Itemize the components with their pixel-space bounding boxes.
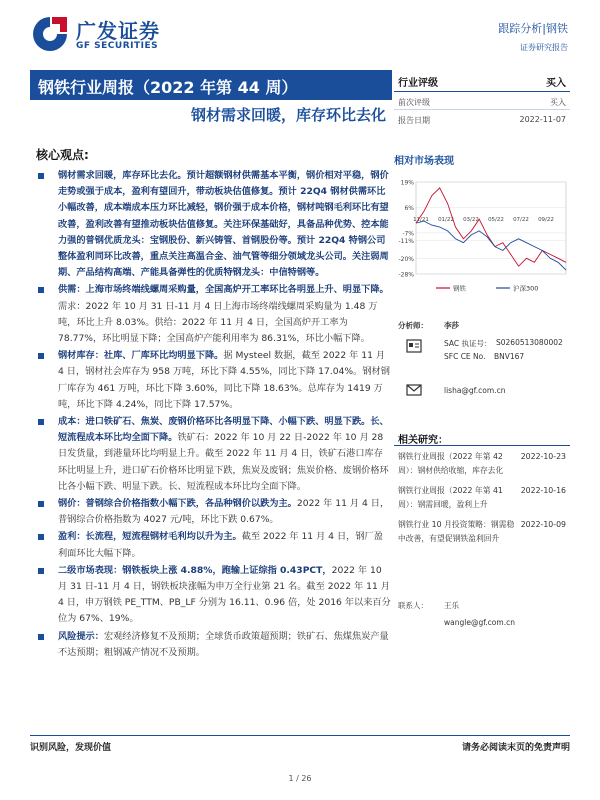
report-title-bar <box>30 70 392 100</box>
bullet-icon <box>38 287 44 293</box>
rating-header <box>394 70 570 92</box>
analyst-name: 李莎 <box>444 321 459 330</box>
related-research-title-text: 钢铁行业周报（2022 年第 42 周）：钢材供给收缩，库存去化 <box>398 452 504 475</box>
related-research-item[interactable] <box>394 480 570 514</box>
bullet-icon <box>38 353 44 359</box>
y-tick-label: 6% <box>404 204 414 212</box>
relative-performance-chart <box>394 176 570 294</box>
core-view-paragraph <box>30 529 392 561</box>
legend-label: 沪深300 <box>513 284 539 293</box>
page-footer <box>30 735 570 775</box>
logo <box>30 14 230 58</box>
y-tick-label: -28% <box>398 271 414 279</box>
page-number: 1 / 26 <box>288 774 312 783</box>
paragraph-text: 需求：2022 年 10 月 31 日-11 月 4 日上海市场终端线螺周采购量为 1.48 万吨，环比上升 8.03%。供给：2022 年 11 月 4 日，全国高炉开工率为 78.77%，环比明显下降；全国高炉产能利用率为 86.31%，环比小幅下降。 <box>58 300 378 345</box>
rating-label: 行业评级 <box>398 78 438 89</box>
paragraph-lead: 二级市场表现：钢铁板块上涨 4.88%，跑输上证综指 0.43PCT， <box>58 564 332 576</box>
contact-email[interactable]: wangle@gf.com.cn <box>444 618 515 627</box>
prev-rating-label: 前次评级 <box>398 98 430 107</box>
core-view-paragraph <box>30 414 392 495</box>
contact-name: 王乐 <box>444 601 459 610</box>
bullet-icon <box>38 568 44 574</box>
series-line-hs300 <box>416 221 566 270</box>
page-header <box>0 0 600 70</box>
y-tick-label: -11% <box>398 238 414 246</box>
rating-panel <box>394 70 570 128</box>
paragraph-text: 2022 年 11 月 4 日，普钢综合价格指数为 4027 元/吨，环比下跌 0.67%。 <box>58 498 390 526</box>
related-research-date: 2022-10-09 <box>520 520 566 529</box>
core-view-paragraph <box>30 348 392 413</box>
report-subtitle: 钢材需求回暖，库存环比去化 <box>190 106 386 124</box>
bullet-icon <box>38 173 44 179</box>
y-tick-label: 19% <box>400 179 414 187</box>
x-tick-label: 07/22 <box>513 217 529 224</box>
logo-text-en: GF SECURITIES <box>76 41 159 51</box>
related-research-title: 相关研究： <box>394 428 570 446</box>
report-title: 钢铁行业周报（2022 年第 44 周） <box>38 78 298 97</box>
core-view-paragraph <box>30 563 392 628</box>
paragraph-lead: 供需：上海市场终端线螺周采购量，全国高炉开工率环比各明显上升、明显下降。 <box>58 284 389 296</box>
related-research-date: 2022-10-16 <box>520 486 566 495</box>
bullet-icon <box>38 419 44 425</box>
bullet-icon <box>38 534 44 540</box>
plot-area <box>416 182 566 274</box>
related-research-title-text: 钢铁行业 10 月投资策略：钢需稳中改善，有望促钢铁盈利回升 <box>398 520 515 543</box>
paragraph-lead: 钢材需求回暖，库存环比去化。预计超额钢材供需基本平衡，钢价相对平稳，钢价走势或强于成本，盈利有望回升，带动板块估值修复。预计 22Q4 钢材供需环比小幅改善，成本端成本压力环比减轻，钢价强于成本价格，钢材吨钢毛利环比有望改善，盈利改善有望推动板块估值修复。关注环保基础好，具备品种优势、控本能力强的普钢优质龙头：宝钢股份、新兴铸管、首钢股份等。预计 22Q4 特钢公司整体盈利同环比改善，重点关注高温合金、油气管等细分领域龙头公司。关注弱周期、产品结构高端、产能具备弹性的优质特钢龙头：中信特钢等。 <box>58 170 389 279</box>
core-view-paragraph <box>30 168 392 281</box>
core-view-paragraph <box>30 629 392 661</box>
email-icon <box>406 384 422 396</box>
market-performance-title: 相对市场表现 <box>394 156 454 167</box>
paragraph-lead: 成本：进口铁矿石、焦炭、废钢价格环比各明显下降、小幅下跌、明显下跌。长、短流程成本环比均全面下降。 <box>58 416 389 444</box>
report-date-row <box>394 110 570 128</box>
contact-block <box>394 600 570 630</box>
paragraph-text: 铁矿石：2022 年 10 月 22 日-2022 年 10 月 28 日发货量，到港量环比均明显上升。截至 2022 年 11 月 4 日，铁矿石港口库存环比明显上升，进口矿石价格环比明显下跌，焦炭及废钢；焦炭价格、废钢价格环比各小幅下跌、明显下跌。长、短流程成本环比均全面下降。 <box>58 432 389 492</box>
paragraph-lead: 钢价：普钢综合价格指数小幅下跌，各品种钢价以跌为主。 <box>58 498 297 510</box>
paragraph-text: 2022 年 10 月 31 日-11 月 4 日，钢铁板块涨幅为申万全行业第 21 名。截至 2022 年 11 月 4 日，申万钢铁 PE_TTM、PB_LF 分别为 16.11、0.96 倍，处 2016 年以来百分位为 67%、19%。 <box>58 564 391 625</box>
contact-label: 联系人： <box>398 601 428 610</box>
paragraph-text: 据 Mysteel 数据，截至 2022 年 11 月 4 日，钢材社会库存为 958 万吨，环比下降 4.55%，同比下降 17.04%。钢材钢厂库存为 461 万吨，环比下降 3.60%，同比下降 18.63%。总库存为 1419 万吨，环比下降 4.24%，同比下降 17.57%。 <box>58 350 390 410</box>
sac-number: S0260513080002 <box>496 338 563 347</box>
footer-slogan: 识别风险，发现价值 <box>30 743 112 753</box>
bullet-icon <box>38 634 44 640</box>
x-tick-label: 09/22 <box>538 217 554 224</box>
legend-label: 钢铁 <box>453 284 466 293</box>
prev-rating-value: 买入 <box>550 98 566 107</box>
gf-logo-icon <box>30 14 70 54</box>
x-tick-label: 03/22 <box>463 217 479 224</box>
paragraph-lead: 风险提示： <box>58 630 104 642</box>
y-tick-label: -20% <box>398 255 414 263</box>
related-research-list <box>394 446 570 548</box>
sfc-label: SFC CE No. <box>444 352 486 361</box>
sac-label: SAC 执证号： <box>444 339 492 348</box>
logo-text-cn: 广发证券 <box>76 19 160 43</box>
x-tick-label: 11/21 <box>413 217 429 224</box>
related-research-title-text: 钢铁行业周报（2022 年第 41 周）：钢需回暖，盈利上升 <box>398 486 503 509</box>
report-date-label: 报告日期 <box>398 116 430 125</box>
core-view-content <box>30 168 392 662</box>
report-date-value: 2022-11-07 <box>519 115 566 124</box>
paragraph-lead: 盈利：长流程，短流程钢材毛利均以升为主。 <box>58 531 242 543</box>
paragraph-text: 截至 2022 年 11 月 4 日，钢厂盈利面环比大幅下降。 <box>58 531 383 559</box>
related-research-date: 2022-10-23 <box>520 452 566 461</box>
x-tick-label: 05/22 <box>488 217 504 224</box>
report-type: 证券研究报告 <box>520 43 568 52</box>
id-card-icon <box>406 338 422 354</box>
related-research-item[interactable] <box>394 446 570 480</box>
paragraph-lead: 钢材库存：社库、厂库环比均明显下降。 <box>58 350 224 362</box>
related-research <box>394 428 570 548</box>
paragraph-text: 宏观经济修复不及预期；全球货币政策超预期；铁矿石、焦煤焦炭产量不达预期；粗钢减产情况不及预期。 <box>58 630 389 658</box>
footer-disclaimer: 请务必阅读末页的免责声明 <box>461 743 570 753</box>
prev-rating-row <box>394 92 570 110</box>
core-view-title: 核心观点: <box>36 148 89 162</box>
x-tick-label: 01/22 <box>438 217 454 224</box>
analyst-email[interactable]: lisha@gf.com.cn <box>444 386 506 395</box>
analyst-block <box>394 316 570 426</box>
bullet-icon <box>38 501 44 507</box>
header-meta <box>498 20 568 53</box>
y-tick-label: -7% <box>402 230 414 238</box>
related-research-item[interactable] <box>394 514 570 548</box>
report-category: 跟踪分析|钢铁 <box>498 22 568 35</box>
core-view-paragraph <box>30 282 392 347</box>
analyst-label: 分析师： <box>398 321 428 330</box>
rating-value: 买入 <box>546 78 566 89</box>
core-view-paragraph <box>30 496 392 528</box>
sfc-number: BNV167 <box>494 352 525 361</box>
